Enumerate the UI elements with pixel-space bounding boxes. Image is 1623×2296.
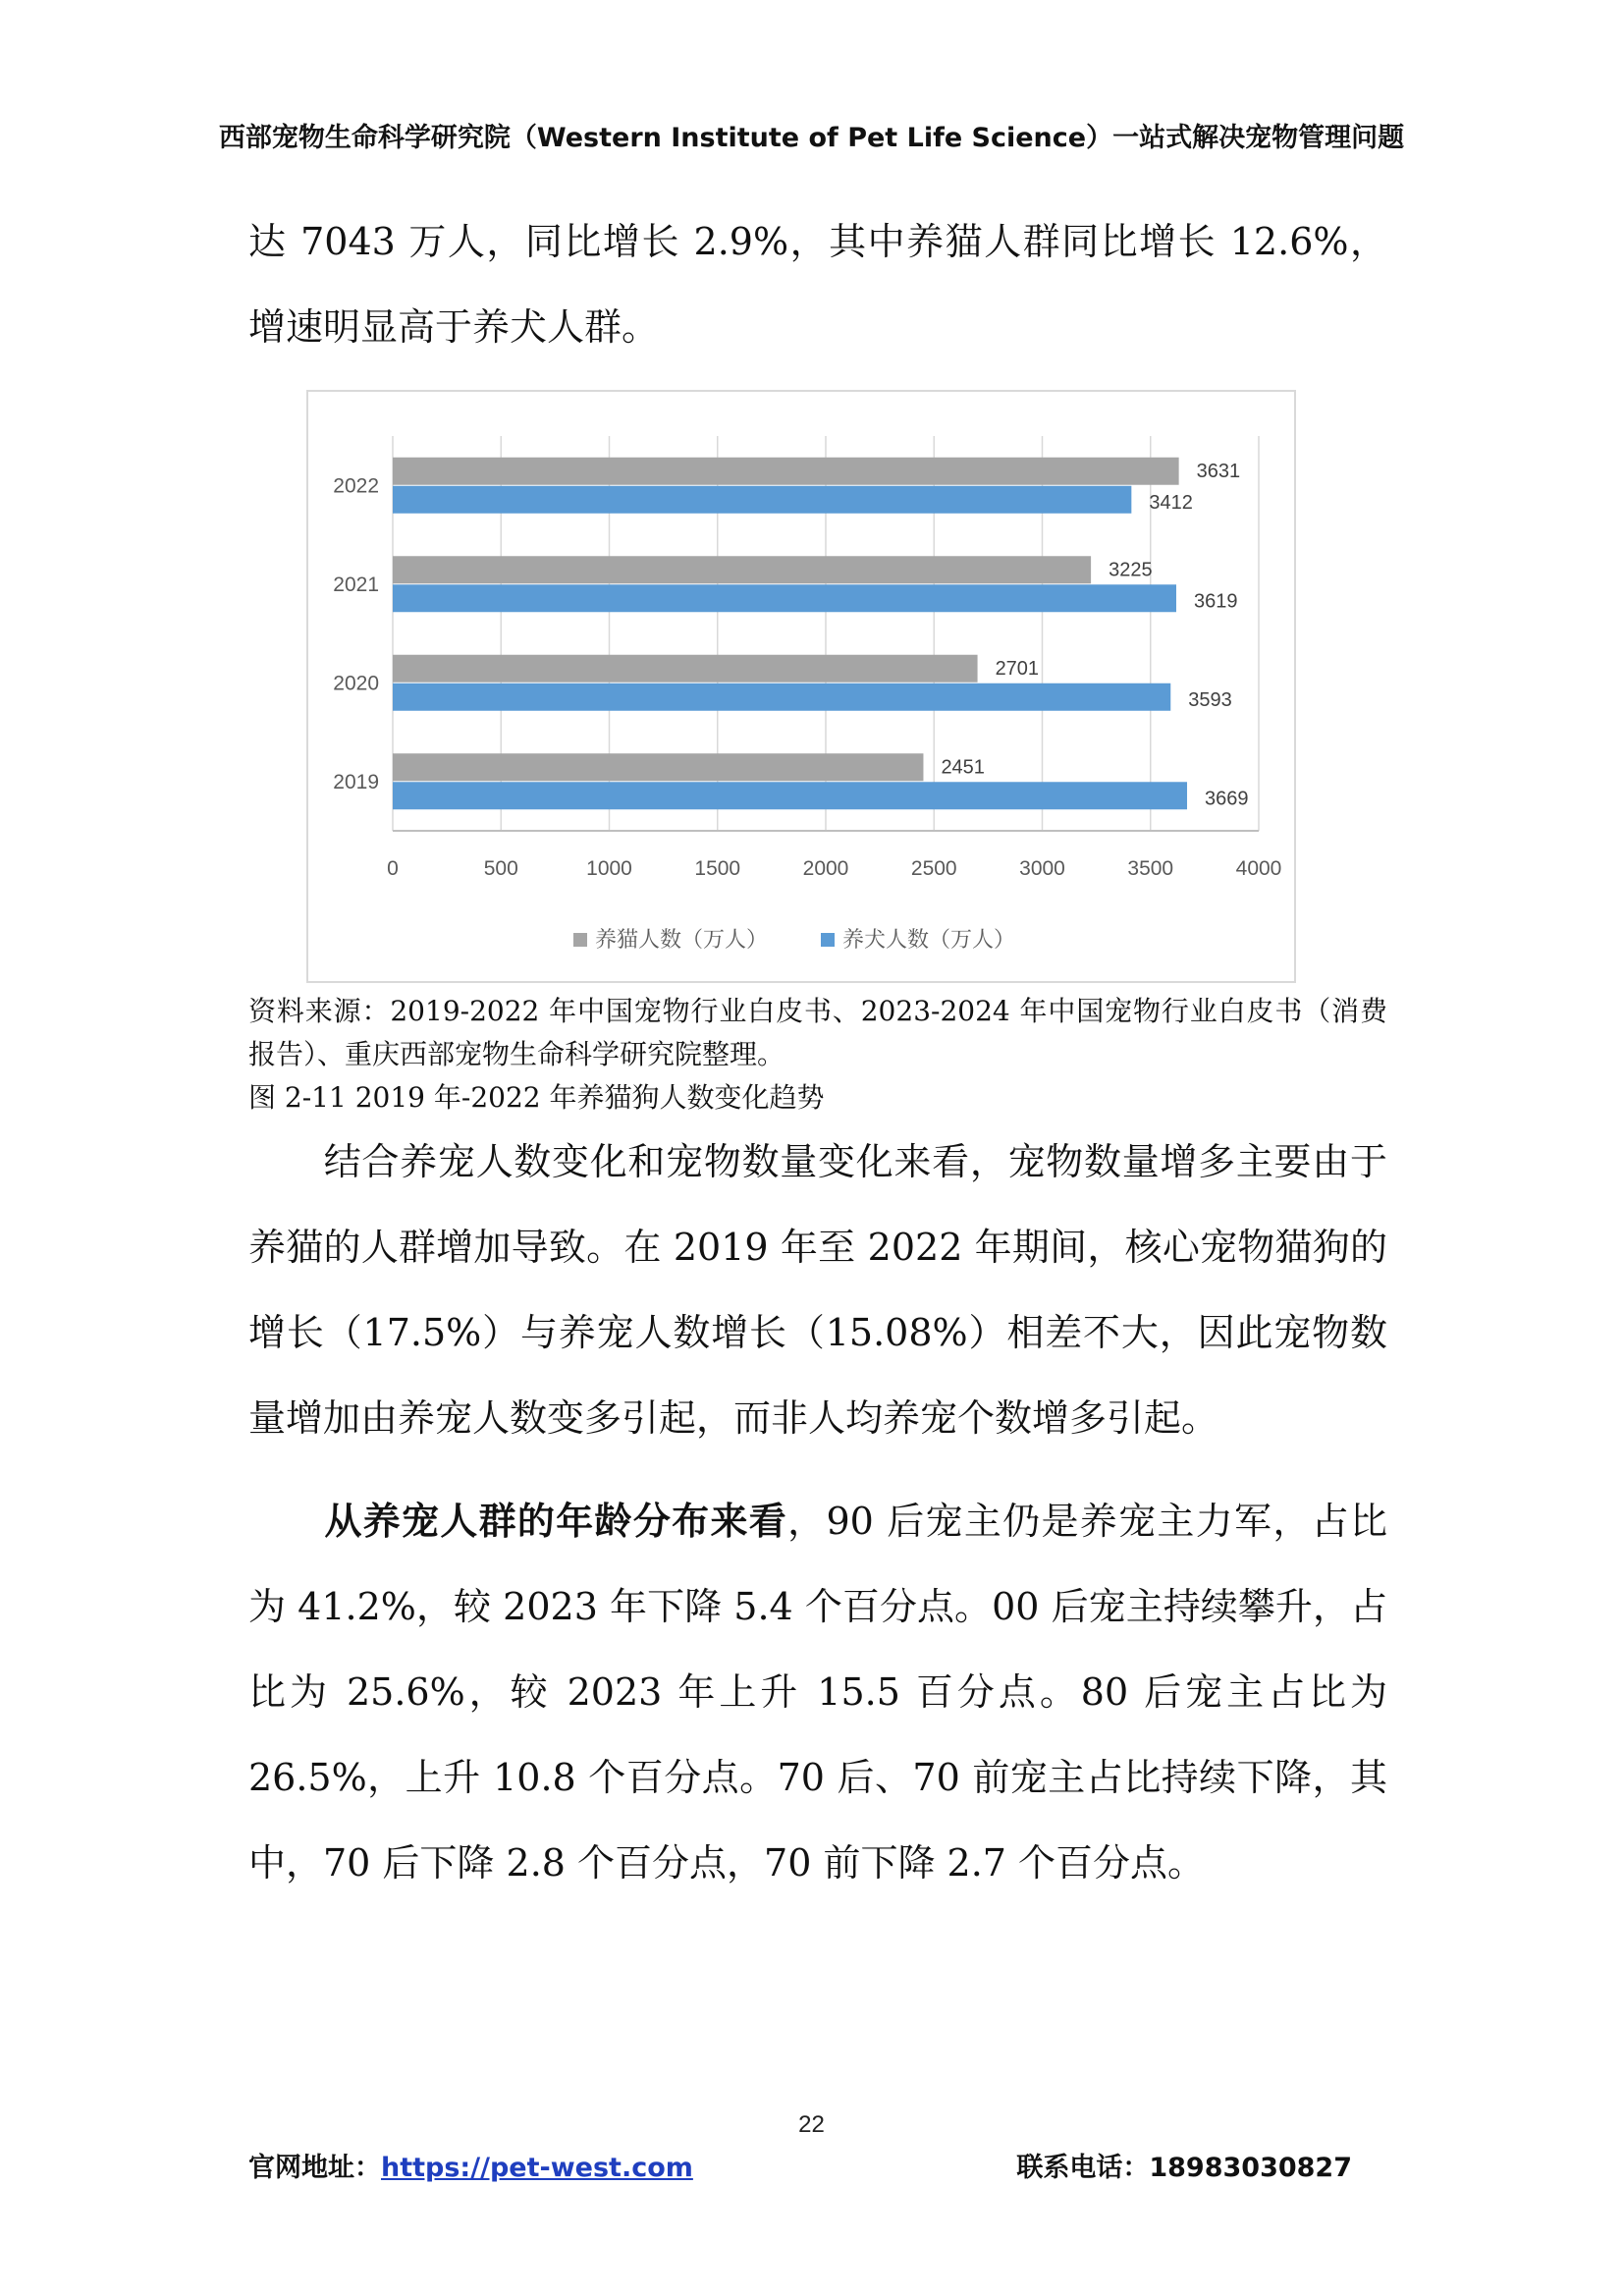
bar-dog (393, 486, 1131, 514)
y-category-label: 2019 (333, 770, 379, 793)
y-category-label: 2022 (333, 474, 379, 498)
bar-cat (393, 556, 1091, 583)
x-tick-label: 4000 (1235, 857, 1282, 880)
figure-source: 资料来源：2019-2022 年中国宠物行业白皮书、2023-2024 年中国宠物行业白皮书（消费报告）、重庆西部宠物生命科学研究院整理。 (248, 995, 1387, 1070)
data-label: 3669 (1205, 788, 1249, 810)
page-number: 22 (798, 2111, 825, 2138)
paragraph-age-distribution (248, 1478, 1387, 1906)
data-label: 3593 (1188, 688, 1232, 711)
bar-cat (393, 458, 1179, 485)
website-link[interactable]: https://pet-west.com (381, 2153, 693, 2183)
bar-dog (393, 683, 1170, 711)
pet-owner-bar-chart (308, 392, 1294, 981)
x-tick-label: 1000 (586, 857, 632, 880)
bar-cat (393, 655, 978, 683)
paragraph-analysis-text: 结合养宠人数变化和宠物数量变化来看，宠物数量增多主要由于养猫的人群增加导致。在 2019 年至 2022 年期间，核心宠物猫狗的增长（17.5%）与养宠人数增长（15.08%）相差不大，因此宠物数量增加由养宠人数变多引起，而非人均养宠个数增多引起。 (248, 1140, 1387, 1440)
data-label: 3225 (1109, 559, 1153, 581)
figure-caption: 图 2-11 2019 年-2022 年养猫狗人数变化趋势 (248, 1081, 825, 1114)
legend-label: 养犬人数（万人） (842, 928, 1016, 953)
legend-swatch-dog (821, 933, 835, 947)
legend-label: 养猫人数（万人） (595, 928, 769, 953)
footer-phone (1016, 2146, 1352, 2184)
x-tick-label: 500 (483, 857, 518, 880)
x-tick-label: 2000 (802, 857, 849, 880)
page-header: 西部宠物生命科学研究院（Western Institute of Pet Life Science）一站式解决宠物管理问题 (218, 123, 1405, 153)
x-tick-label: 0 (387, 857, 399, 880)
x-tick-label: 2500 (910, 857, 957, 880)
footer-website (248, 2146, 693, 2184)
paragraph-analysis (248, 1120, 1387, 1461)
y-category-label: 2020 (333, 672, 379, 695)
x-tick-label: 3500 (1127, 857, 1174, 880)
data-label: 2701 (995, 657, 1040, 680)
data-label: 3619 (1193, 590, 1238, 613)
x-tick-label: 3000 (1019, 857, 1065, 880)
bar-cat (393, 753, 923, 781)
phone-number: 18983030827 (1149, 2153, 1352, 2183)
phone-label: 联系电话： (1016, 2153, 1150, 2183)
paragraph-age-lead: 从养宠人群的年龄分布来看 (323, 1499, 788, 1543)
bar-dog (393, 584, 1176, 612)
legend-swatch-cat (573, 933, 587, 947)
y-category-label: 2021 (333, 573, 379, 596)
paragraph-intro: 达 7043 万人，同比增长 2.9%，其中养猫人群同比增长 12.6%，增速明显高于养犬人群。 (248, 220, 1387, 349)
website-label: 官网地址： (248, 2153, 381, 2183)
paragraph-age-text: ，90 后宠主仍是养宠主力军，占比为 41.2%，较 2023 年下降 5.4 个百分点。00 后宠主持续攀升，占比为 25.6%，较 2023 年上升 15.5 百分点。80 后宠主占比为 26.5%，上升 10.8 个百分点。70 后、70 前宠主占比持续下降，其中，70 后下降 2.8 个百分点，70 前下降 2.7 个百分点。 (248, 1500, 1387, 1885)
chart-container (306, 390, 1296, 983)
data-label: 3631 (1196, 460, 1241, 482)
data-label: 2451 (941, 756, 985, 779)
bar-dog (393, 782, 1187, 809)
x-tick-label: 1500 (694, 857, 741, 880)
data-label: 3412 (1149, 491, 1193, 514)
